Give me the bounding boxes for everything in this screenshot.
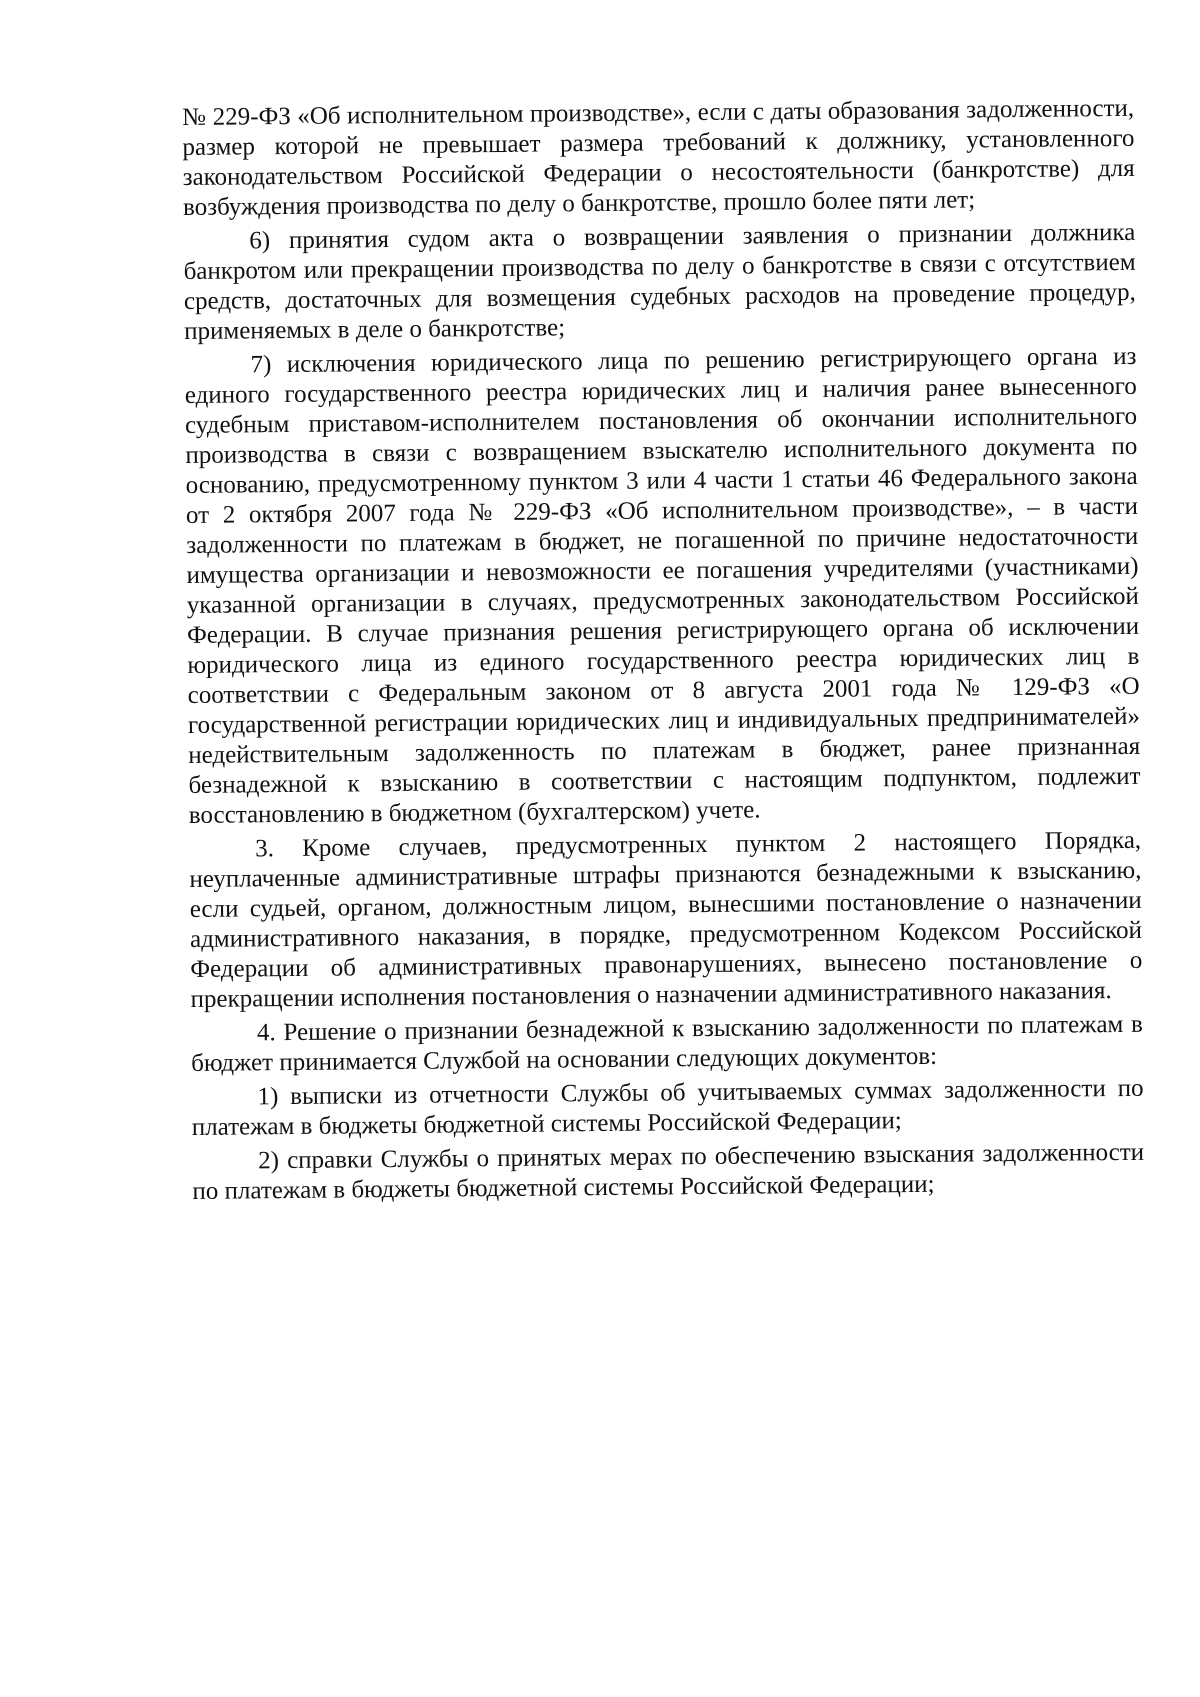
paragraph-item-7: 7) исключения юридического лица по решению регистрирующего органа из единого государственного реестра юридических лиц и наличия ранее вынесенного судебным приставом-исполнителем постановления об окончании исполнительного производства в связи с возвращением взыскателю исполнительного документа по основанию, предусмотренному пунктом 3 или 4 части 1 статьи 46 Федерального закона от 2 октября 2007 года № 229-ФЗ «Об исполнительном производстве», – в части задолженности по платежам в бюджет, не погашенной по причине недостаточности имущества организации и невозможности ее погашения учредителями (участниками) указанной организации в случаях, предусмотренных законодательством Российской Федерации. В случае признания решения регистрирующего органа об исключении юридического лица из единого государственного реестра юридических лиц в соответствии с Федеральным законом от 8 августа 2001 года № 129-ФЗ «О государственной регистрации юридических лиц и индивидуальных предпринимателей» недействительным задолженность по платежам в бюджет, ранее признанная безнадежной к взысканию в соответствии с настоящим подпунктом, подлежит восстановлению в бюджетном (бухгалтерском) учете. <box>184 342 1141 829</box>
document-body <box>182 94 1145 1207</box>
paragraph-point-3: 3. Кроме случаев, предусмотренных пунктом 2 настоящего Порядка, неуплаченные административные штрафы признаются безнадежными к взысканию, если судьей, органом, должностным лицом, вынесшими постановление о назначении административного наказания, в порядке, предусмотренном Кодексом Российской Федерации об административных правонарушениях, вынесено постановление о прекращении исполнения постановления о назначении административного наказания. <box>189 826 1143 1013</box>
paragraph-subitem-1: 1) выписки из отчетности Службы об учитываемых суммах задолженности по платежам в бюджеты бюджетной системы Российской Федерации; <box>191 1074 1144 1141</box>
paragraph-point-4: 4. Решение о признании безнадежной к взысканию задолженности по платежам в бюджет принимается Службой на основании следующих документов: <box>191 1010 1144 1077</box>
paragraph-item-6: 6) принятия судом акта о возвращении заявления о признании должника банкротом или прекращении производства по делу о банкротстве в связи с отсутствием средств, достаточных для возмещения судебных расходов на проведение процедур, применяемых в деле о банкротстве; <box>183 218 1136 345</box>
paragraph-continuation-229fz: № 229-ФЗ «Об исполнительном производстве», если с даты образования задолженности, размер которой не превышает размера требований к должнику, установленного законодательством Российской Федерации о несостоятельности (банкротстве) для возбуждения производства по делу о банкротстве, прошло более пяти лет; <box>182 94 1135 221</box>
paragraph-subitem-2: 2) справки Службы о принятых мерах по обеспечению взыскания задолженности по платежам в бюджеты бюджетной системы Российской Федерации; <box>192 1138 1145 1205</box>
